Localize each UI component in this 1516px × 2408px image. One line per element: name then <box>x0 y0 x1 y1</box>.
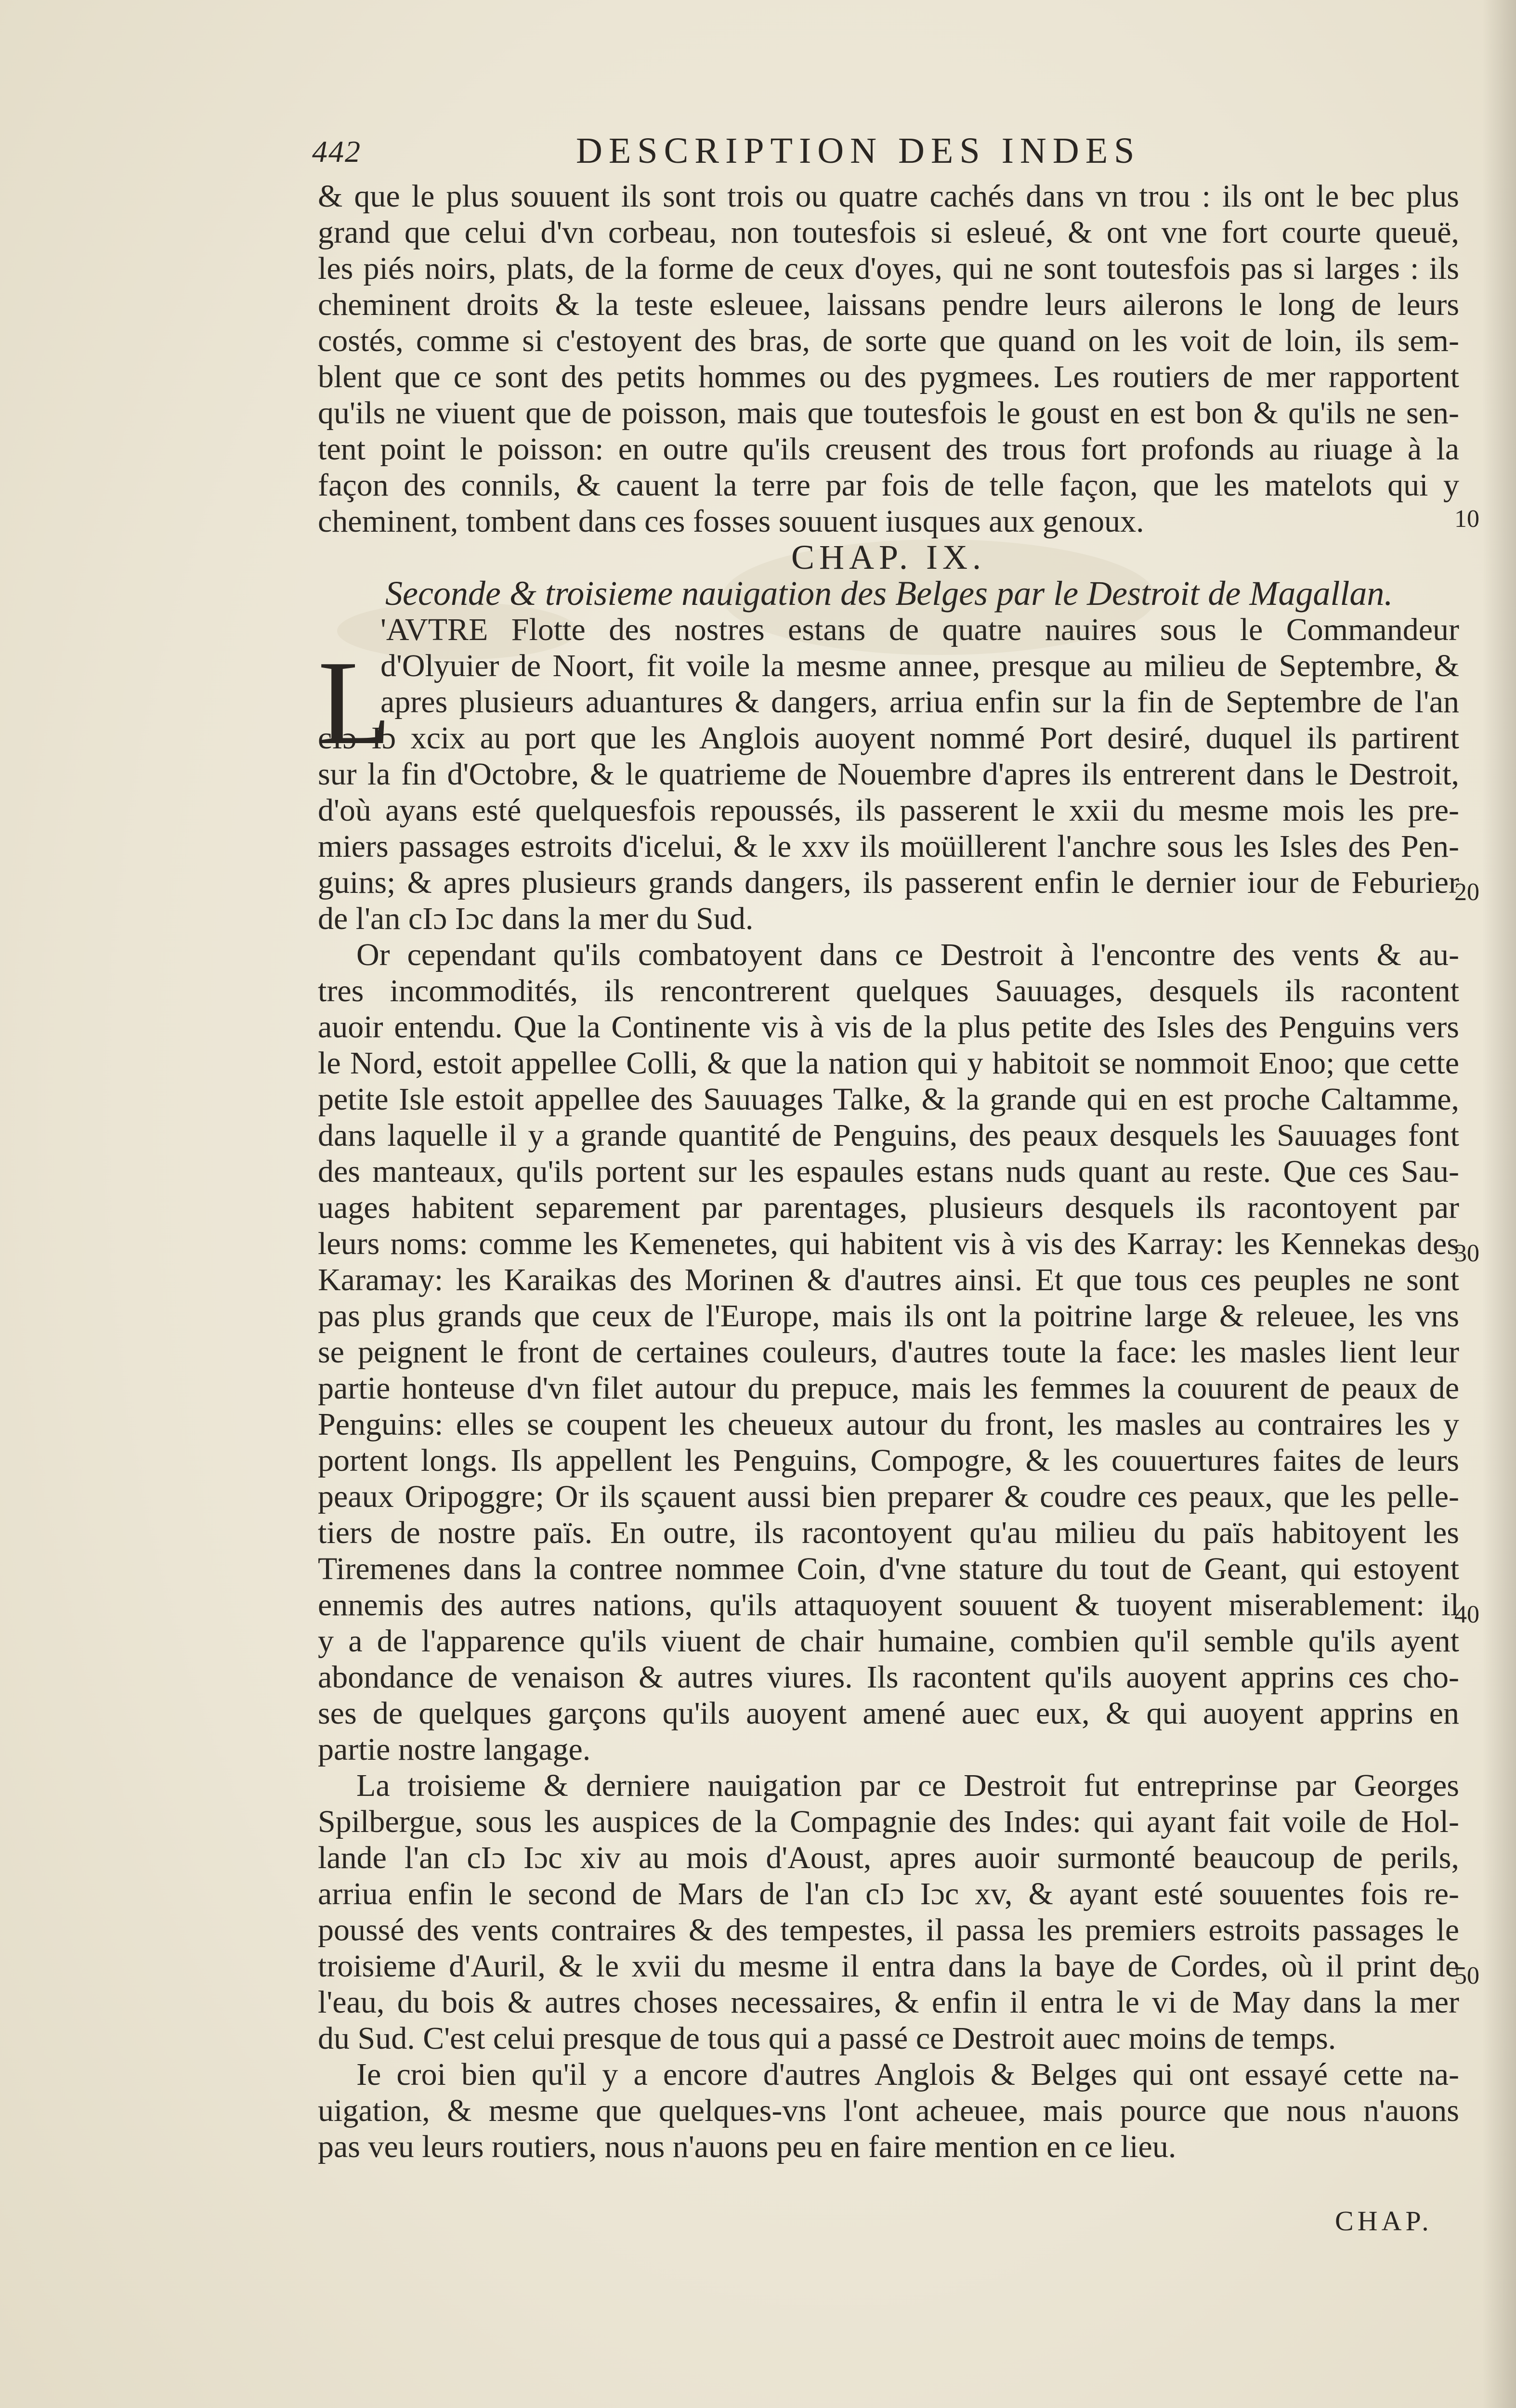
catchword: CHAP. <box>1335 2205 1433 2237</box>
text-line: d'Olyuier de Noort, fit voile la mesme annee, presque au milieu de Septembre, & <box>380 648 1459 683</box>
text-line: leurs noms: comme les Kemenetes, qui habitent vis à vis des Karray: les Kennekas des <box>318 1226 1459 1261</box>
text-line: des manteaux, qu'ils portent sur les espaules estans nuds quant au reste. Que ces Sau- <box>318 1154 1459 1189</box>
margin-line-number: 10 <box>1454 505 1479 533</box>
page-gutter-shadow <box>1482 0 1516 2408</box>
text-line: Penguins: elles se coupent les cheueux autour du front, les masles au contraires les y <box>318 1407 1459 1442</box>
text-line: tiers de nostre païs. En outre, ils racontoyent qu'au milieu du païs habitoyent les <box>318 1515 1459 1550</box>
chapter-title: Seconde & troisieme nauigation des Belges par le Destroit de Magallan. <box>385 574 1393 613</box>
text-line: d'où ayans esté quelquesfois repoussés, ils passerent le xxii du mesme mois les pre- <box>318 793 1459 828</box>
text-line: sur la fin d'Octobre, & le quatrieme de Nouembre d'apres ils entrerent dans le Destroit, <box>318 757 1459 792</box>
text-line: ennemis des autres nations, qu'ils attaquoyent souuent & tuoyent miserablement: il <box>318 1587 1459 1623</box>
chapter-heading: CHAP. IX. <box>791 538 986 576</box>
text-line: & que le plus souuent ils sont trois ou quatre cachés dans vn trou : ils ont le bec plus <box>318 179 1459 214</box>
text-line: y a de l'apparence qu'ils viuent de chair humaine, combien qu'il semble qu'ils ayent <box>318 1623 1459 1659</box>
text-line: se peignent le front de certaines couleurs, d'autres toute la face: les masles lient leur <box>318 1335 1459 1370</box>
text-line: lande l'an cIɔ Iɔc xiv au mois d'Aoust, apres auoir surmonté beaucoup de perils, <box>318 1840 1459 1875</box>
text-line: portent longs. Ils appellent les Penguins, Compogre, & les couuertures faites de leurs <box>318 1443 1459 1478</box>
margin-line-number: 40 <box>1454 1601 1479 1628</box>
text-line: La troisieme & derniere nauigation par ce Destroit fut entreprinse par Georges <box>356 1768 1459 1803</box>
text-line: du Sud. C'est celui presque de tous qui a passé ce Destroit auec moins de temps. <box>318 2021 1336 2056</box>
text-line: le Nord, estoit appellee Colli, & que la nation qui y habitoit se nommoit Enoo; que cette <box>318 1046 1459 1081</box>
text-line: Karamay: les Karaikas des Morinen & d'autres ainsi. Et que tous ces peuples ne sont <box>318 1262 1459 1297</box>
text-block <box>318 178 1459 2165</box>
page-number: 442 <box>312 134 361 169</box>
text-line: de l'an cIɔ Iɔc dans la mer du Sud. <box>318 901 754 936</box>
text-line: dans laquelle il y a grande quantité de Penguins, des peaux desquels les Sauuages font <box>318 1118 1459 1153</box>
text-line: troisieme d'Auril, & le xvii du mesme il entra dans la baye de Cordes, où il print de <box>318 1949 1459 1984</box>
text-line: pas plus grands que ceux de l'Europe, mais ils ont la poitrine large & releuee, les vns <box>318 1298 1459 1334</box>
text-line: costés, comme si c'estoyent des bras, de sorte que quand on les voit de loin, ils sem- <box>318 323 1459 358</box>
text-line: partie nostre langage. <box>318 1732 591 1767</box>
text-line: les piés noirs, plats, de la forme de ceux d'oyes, qui ne sont toutesfois pas si larges : ils <box>318 251 1459 286</box>
text-line: petite Isle estoit appellee des Sauuages Talke, & la grande qui en est proche Caltamme, <box>318 1082 1459 1117</box>
text-line: miers passages estroits d'icelui, & le xxv ils moüillerent l'anchre sous les Isles des Pen- <box>318 829 1459 864</box>
drop-cap: L <box>318 636 392 770</box>
text-line: façon des connils, & cauent la terre par fois de telle façon, que les matelots qui y <box>318 468 1459 503</box>
text-line: Ie croi bien qu'il y a encore d'autres Anglois & Belges qui ont essayé cette na- <box>356 2057 1459 2092</box>
running-head: DESCRIPTION DES INDES <box>576 131 1141 171</box>
text-line: auoir entendu. Que la Continente vis à vis de la plus petite des Isles des Penguins vers <box>318 1009 1459 1045</box>
text-line: uigation, & mesme que quelques-vns l'ont acheuee, mais pource que nous n'auons <box>318 2093 1459 2128</box>
text-line: Tiremenes dans la contree nommee Coin, d'vne stature du tout de Geant, qui estoyent <box>318 1551 1459 1586</box>
text-line: abondance de venaison & autres viures. Ils racontent qu'ils auoyent apprins ces cho- <box>318 1660 1459 1695</box>
text-line: tent point le poisson: en outre qu'ils creusent des trous fort profonds au riuage à la <box>318 432 1459 467</box>
text-line: Or cependant qu'ils combatoyent dans ce Destroit à l'encontre des vents & au- <box>356 937 1459 972</box>
margin-line-number: 50 <box>1454 1962 1479 1989</box>
text-line: poussé des vents contraires & des tempestes, il passa les premiers estroits passages le <box>318 1912 1459 1948</box>
text-line: pas veu leurs routiers, nous n'auons peu en faire mention en ce lieu. <box>318 2129 1176 2164</box>
text-line: ses de quelques garçons qu'ils auoyent amené auec eux, & qui auoyent apprins en <box>318 1696 1459 1731</box>
text-line: Spilbergue, sous les auspices de la Compagnie des Indes: qui ayant fait voile de Hol- <box>318 1804 1459 1839</box>
text-line: cheminent, tombent dans ces fosses souuent iusques aux genoux. <box>318 504 1144 539</box>
margin-line-number: 20 <box>1454 878 1479 906</box>
text-line: grand que celui d'vn corbeau, non toutesfois si esleué, & ont vne fort courte queuë, <box>318 215 1459 250</box>
text-line: guins; & apres plusieurs grands dangers, ils passerent enfin le dernier iour de Feburier <box>318 865 1459 900</box>
text-line: 'AVTRE Flotte des nostres estans de quatre nauires sous le Commandeur <box>380 612 1459 647</box>
text-line: l'eau, du bois & autres choses necessaires, & enfin il entra le vi de May dans la mer <box>318 1985 1459 2020</box>
text-line: cheminent droits & la teste esleuee, laissans pendre leurs ailerons le long de leurs <box>318 287 1459 322</box>
margin-line-number: 30 <box>1454 1240 1479 1267</box>
text-line: arriua enfin le second de Mars de l'an cIɔ Iɔc xv, & ayant esté souuentes fois re- <box>318 1876 1459 1911</box>
text-line: peaux Oripoggre; Or ils sçauent aussi bien preparer & coudre ces peaux, que les pelle- <box>318 1479 1459 1514</box>
text-line: cIɔ Iɔ xcix au port que les Anglois auoyent nommé Port desiré, duquel ils partirent <box>318 720 1459 756</box>
text-line: tres incommodités, ils rencontrerent quelques Sauuages, desquels ils racontent <box>318 973 1459 1008</box>
text-line: qu'ils ne viuent que de poisson, mais que toutesfois le goust en est bon & qu'ils ne sen- <box>318 395 1459 431</box>
text-line: partie honteuse d'vn filet autour du prepuce, mais les femmes la couurent de peaux de <box>318 1371 1459 1406</box>
text-line: uages habitent separement par parentages, plusieurs desquels ils racontoyent par <box>318 1190 1459 1225</box>
text-line: blent que ce sont des petits hommes ou des pygmees. Les routiers de mer rapportent <box>318 359 1459 394</box>
text-line: apres plusieurs aduantures & dangers, arriua enfin sur la fin de Septembre de l'an <box>380 684 1459 720</box>
